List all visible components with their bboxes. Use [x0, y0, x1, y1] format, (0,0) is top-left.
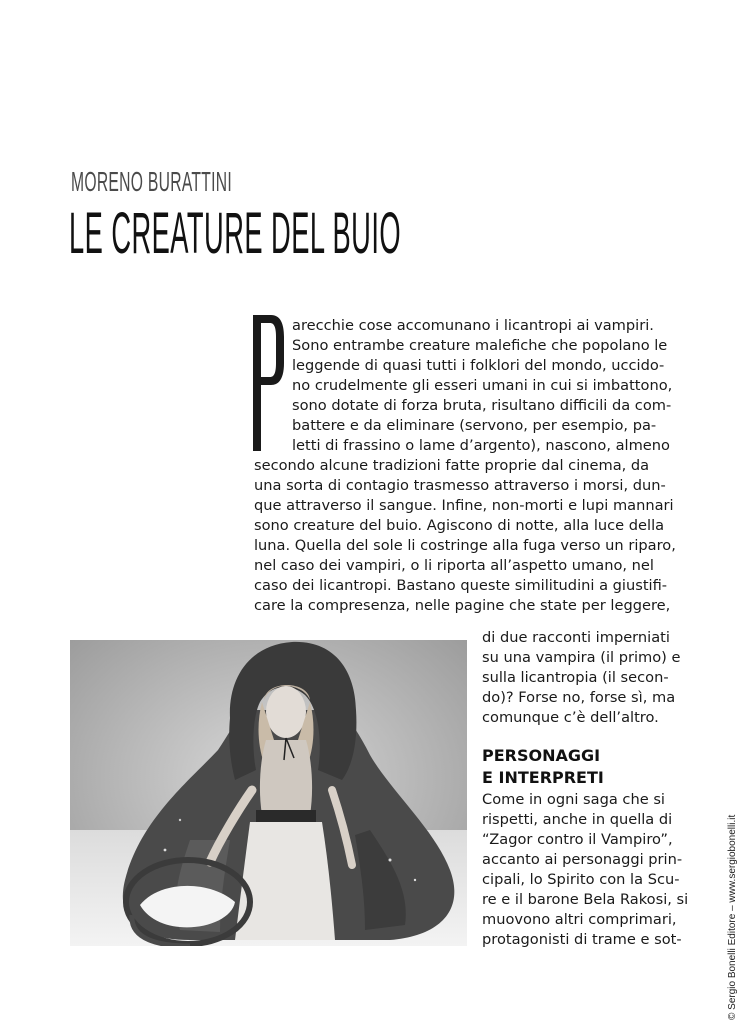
text-line: re e il barone Bela Rakosi, si [482, 891, 689, 908]
text-line: Sono entrambe creature malefiche che popolano le [292, 337, 668, 354]
text-line: arecchie cose accomunano i licantropi ai vampiri. [292, 317, 654, 334]
text-line: sulla licantropia (il secon- [482, 669, 669, 686]
text-line: luna. Quella del sole li costringe alla fuga verso un riparo, [254, 537, 676, 554]
text-line: sono creature del buio. Agiscono di notte, alla luce della [254, 517, 665, 534]
text-line: secondo alcune tradizioni fatte proprie dal cinema, da [254, 457, 650, 474]
dropcap-letter-p [253, 315, 284, 451]
text-line: do)? Forse no, forse sì, ma [482, 689, 676, 706]
text-line: letti di frassino o lame d’argento), nascono, almeno [292, 437, 670, 454]
text-line: “Zagor contro il Vampiro”, [482, 831, 673, 848]
text-line: nel caso dei vampiri, o li riporta all’aspetto umano, nel [254, 557, 654, 574]
text-line: di due racconti imperniati [482, 629, 670, 646]
text-line: battere e da eliminare (servono, per esempio, pa- [292, 417, 657, 434]
text-line: una sorta di contagio trasmesso attraverso i morsi, dun- [254, 477, 666, 494]
text-line: accanto ai personaggi prin- [482, 851, 683, 868]
text-line: su una vampira (il primo) e [482, 649, 681, 666]
section-heading-line-2: E INTERPRETI [482, 768, 604, 787]
text-line: caso dei licantropi. Bastano queste similitudini a giustifi- [254, 577, 668, 594]
text-line: muovono altri comprimari, [482, 911, 677, 928]
text-line: Come in ogni saga che si [482, 791, 665, 808]
text-line: que attraverso il sangue. Infine, non-morti e lupi mannari [254, 497, 674, 514]
section-heading-line-1: PERSONAGGI [482, 746, 601, 765]
article-title: LE CREATURE DEL BUIO [69, 201, 402, 266]
text-line: rispetti, anche in quella di [482, 811, 673, 828]
text-line: cipali, lo Spirito con la Scu- [482, 871, 680, 888]
text-line: no crudelmente gli esseri umani in cui si imbattono, [292, 377, 673, 394]
text-line: protagonisti di trame e sot- [482, 931, 682, 948]
text-line: leggende di quasi tutti i folklori del mondo, uccido- [292, 357, 665, 374]
copyright-credit: © Sergio Bonelli Editore – www.sergiobonelli.it [727, 814, 738, 1020]
hooded-woman-photo [70, 640, 467, 946]
text-line: comunque c’è dell’altro. [482, 709, 659, 726]
text-line: sono dotate di forza bruta, risultano difficili da com- [292, 397, 672, 414]
author-name: MORENO BURATTINI [71, 166, 232, 197]
text-line: care la compresenza, nelle pagine che state per leggere, [254, 597, 671, 614]
